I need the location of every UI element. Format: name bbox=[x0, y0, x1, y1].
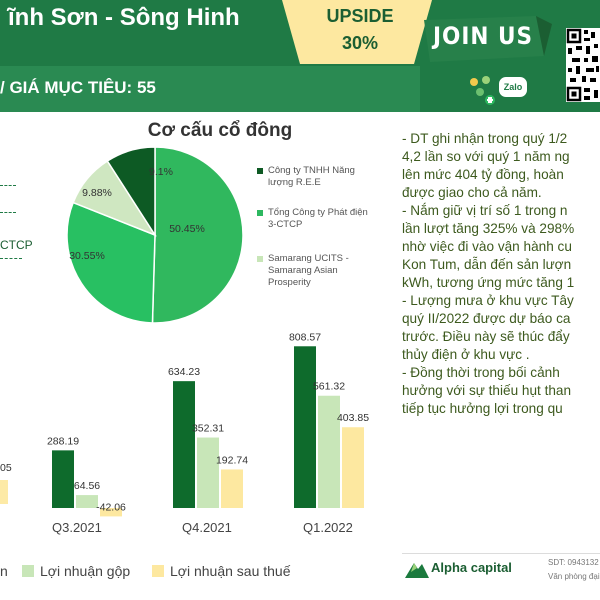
legend-label: Lợi nhuận gộp bbox=[40, 563, 131, 579]
legend-label: Samarang UCITS - Samarang Asian Prosperity bbox=[268, 253, 349, 288]
text-line: 4,2 lần so với quý 1 năm ng bbox=[402, 149, 570, 164]
pie-label-c: 9.88% bbox=[82, 187, 112, 199]
dashed-line bbox=[0, 258, 22, 259]
dashed-line bbox=[0, 185, 16, 186]
bar-value-label: 561.32 bbox=[312, 380, 346, 393]
bar bbox=[197, 438, 219, 508]
pie-title: Cơ cấu cổ đông bbox=[147, 120, 293, 141]
legend-swatch bbox=[152, 565, 164, 577]
text-line: hưởng với sự thiếu hụt than bbox=[402, 383, 572, 398]
pie-label-d: 9.1% bbox=[149, 166, 173, 178]
text-line: quý II/2022 được dự báo ca bbox=[402, 311, 571, 326]
target-price: / GIÁ MỤC TIÊU: 55 bbox=[0, 78, 156, 97]
upside-badge bbox=[290, 0, 430, 62]
text-line: được giao cho cả năm. bbox=[402, 185, 542, 200]
page-title: ĩnh Sơn - Sông Hinh bbox=[8, 4, 240, 31]
profit-bar-chart bbox=[0, 331, 400, 520]
text-line: tiếp tục hưởng lợi trong qu bbox=[402, 401, 563, 416]
text-line: kWh, tương ứng mức tăng 1 bbox=[402, 275, 575, 290]
text-line: - Nắm giữ vị trí số 1 trong n bbox=[402, 203, 568, 218]
category-label: Q4.2021 bbox=[182, 520, 232, 535]
community-icon bbox=[466, 74, 496, 108]
bar-value-label: 352.31 bbox=[191, 422, 225, 435]
join-us-button[interactable] bbox=[428, 18, 548, 62]
bar bbox=[342, 427, 364, 508]
bar-value-label: 64.56 bbox=[73, 480, 101, 493]
text-line: nhờ việc đi vào vận hành cu bbox=[402, 239, 572, 254]
text-line: lần lượt tăng 325% và 298% bbox=[402, 221, 575, 236]
bar bbox=[76, 495, 98, 508]
legend-swatch bbox=[22, 565, 34, 577]
category-label: Q3.2021 bbox=[52, 520, 102, 535]
category-label: Q1.2022 bbox=[303, 520, 353, 535]
text-line: Kon Tum, dẫn đến sản lượn bbox=[402, 257, 572, 272]
brand-name: Alpha capital bbox=[431, 560, 512, 575]
legend-swatch bbox=[257, 256, 263, 262]
footer-divider bbox=[402, 553, 600, 554]
left-legend-cut-label: CTCP bbox=[0, 238, 33, 252]
pie-label-b: 30.55% bbox=[69, 250, 105, 262]
dashed-line bbox=[0, 212, 16, 213]
legend-swatch bbox=[257, 210, 263, 216]
bar-value-label: 192.74 bbox=[215, 454, 249, 467]
upside-value: 30% bbox=[341, 33, 379, 53]
mountain-logo-icon bbox=[405, 560, 429, 580]
bar-value-cut: 05 bbox=[0, 462, 12, 474]
bar-value-label: 808.57 bbox=[288, 331, 322, 344]
phone-text: SDT: 0943132 bbox=[548, 558, 599, 567]
alpha-capital-logo bbox=[405, 560, 512, 585]
text-line: thủy điện ở khu vực . bbox=[402, 347, 530, 362]
bar-value-label: -42.06 bbox=[96, 501, 126, 514]
bar bbox=[294, 346, 316, 508]
bar bbox=[52, 450, 74, 508]
zalo-icon[interactable]: Zalo bbox=[498, 76, 528, 98]
bar-value-label: 634.23 bbox=[167, 366, 201, 379]
bar bbox=[221, 469, 243, 508]
legend-label-cut: n bbox=[0, 563, 8, 579]
upside-label: UPSIDE bbox=[326, 6, 394, 26]
legend-label: Tổng Công ty Phát điện 3-CTCP bbox=[268, 207, 368, 230]
pie-label-a: 50.45% bbox=[169, 223, 205, 235]
legend-label: Công ty TNHH Năng lượng R.E.E bbox=[268, 165, 355, 188]
bar-value-label: 288.19 bbox=[46, 435, 80, 448]
text-line: trước. Điều này sẽ thúc đẩy bbox=[402, 329, 570, 344]
legend-label: Lợi nhuận sau thuế bbox=[170, 563, 291, 579]
bar bbox=[173, 381, 195, 508]
analysis-text bbox=[402, 130, 600, 418]
bar-value-label: 403.85 bbox=[336, 412, 370, 425]
office-text: Văn phòng đại bbox=[548, 572, 600, 581]
text-line: - DT ghi nhận trong quý 1/2 bbox=[402, 131, 568, 146]
legend-swatch bbox=[257, 168, 263, 174]
qr-code-icon[interactable] bbox=[566, 28, 600, 102]
join-us-label: JOIN US bbox=[432, 22, 534, 50]
text-line: - Đồng thời trong bối cảnh bbox=[402, 365, 560, 380]
text-line: - Lượng mưa ở khu vực Tây bbox=[402, 293, 574, 308]
text-line: lên mức 404 tỷ đồng, hoàn bbox=[402, 167, 564, 182]
